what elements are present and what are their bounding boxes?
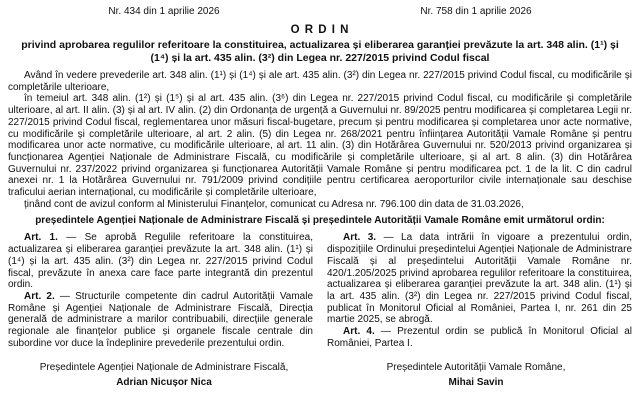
preamble-paragraph: în temeiul art. 348 alin. (1²) și (1⁵) și al art. 435 alin. (3⁶) din Legea nr. 227/2015 privind Codul fiscal, cu modificările și completările ulterioare, al art. II alin. (3) și al art. IV alin. (2) din Ordonanța de urgență a Guvernului nr. 89/2025 pentru modificarea și completarea Legii nr. 227/2015 privind Codul fiscal, reglementarea unor măsuri fiscal-bugetare, precum și pentru modificarea și completarea unor acte normative, cu modificările și completările ulterioare, al art. 2 alin. (5) din Legea nr. 268/2021 pentru înființarea Autorității Vamale Române și pentru modificarea unor acte normative, cu modificările ulterioare, al art. 11 alin. (3) din Hotărârea Guvernului nr. 520/2013 privind organizarea și funcționarea Agenției Naționale de Administrare Fiscală, cu modificările și completările ulterioare, și al art. 8 alin. (3) din Hotărârea Guvernului nr. 237/2022 privind organizarea și funcționarea Autorității Vamale Române și pentru modificarea pct. 1 de la lit. C din cadrul anexei nr. 1 la Hotărârea Guvernului nr. 791/2009 privind condițiile pentru certificarea aeroporturilor civile internaționale sau deschise traficului aerian internațional, cu modificările și completările ulterioare, — [8, 93, 632, 199]
article-3 — [327, 232, 632, 326]
article-4-label: Art. 4. — [343, 326, 375, 338]
article-3-text: — La data intrării în vigoare a prezentului ordin, dispozițiile Ordinului președintelui Agenției Naționale de Administrare Fiscală și al președintelui Autorității Vamale Române nr. 420/1.205/2025 privind aprobarea regulilor referitoare la constituirea, actualizarea și eliberarea garanției prevăzute la art. 348 alin. (1¹) și la art. 435 alin. (3²) din Legea nr. 227/2015 privind Codul fiscal, publicat în Monitorul Oficial al României, Partea I, nr. 261 din 25 martie 2025, se abrogă. — [327, 232, 632, 326]
signatures-row — [8, 361, 632, 389]
article-3-label: Art. 3. — [343, 232, 377, 244]
articles-left-column — [8, 232, 313, 349]
article-4-text: — Prezentul ordin se publică în Monitorul Oficial al României, Partea I. — [327, 326, 633, 349]
article-4 — [327, 326, 632, 349]
article-1-text: — Se aprobă Regulile referitoare la constituirea, actualizarea și eliberarea garanției prevăzute la art. 348 alin. (1¹) și (1⁴) și la art. 435 alin. (3²) din Legea nr. 227/2015 privind Codul fiscal, prevăzute în anexa care face parte integrantă din prezentul ordin. — [8, 232, 314, 291]
order-title: O R D I N — [290, 24, 350, 36]
article-1 — [8, 232, 313, 291]
signature-right-role: Președintele Autorității Vamale Române, — [386, 362, 566, 374]
signature-left-role: Președintele Agenției Naționale de Administrare Fiscală, — [39, 362, 289, 374]
preamble-paragraph: Având în vedere prevederile art. 348 alin. (1¹) și (1⁴) și ale art. 435 alin. (3²) din Legea nr. 227/2015 privind Codul fiscal, cu modificările și completările ulterioare, — [8, 70, 632, 93]
article-2 — [8, 291, 313, 350]
signature-left — [8, 361, 320, 389]
article-2-label: Art. 2. — [24, 290, 55, 302]
article-1-label: Art. 1. — [24, 232, 58, 244]
order-number-right: Nr. 758 din 1 aprilie 2026 — [420, 6, 532, 17]
header-row — [8, 6, 632, 17]
signature-right — [320, 361, 632, 389]
preamble — [8, 70, 632, 210]
signature-left-name: Adrian Nicușor Nica — [116, 377, 212, 389]
order-subtitle: privind aprobarea regulilor referitoare la constituirea, actualizarea și eliberarea garanției prevăzute la art. 348 alin. (1¹) și (1⁴) și la art. 435 alin. (3²) din Legea nr. 227/2015 privind Codul fiscal — [21, 39, 619, 64]
articles-right-column — [327, 232, 632, 349]
signature-right-name: Mihai Savin — [448, 377, 504, 389]
preamble-paragraph: ținând cont de avizul conform al Ministerului Finanțelor, comunicat cu Adresa nr. 796.100 din data de 31.03.2026, — [24, 198, 524, 210]
order-number-left: Nr. 434 din 1 aprilie 2026 — [108, 6, 220, 17]
articles-columns — [8, 232, 632, 349]
article-2-text: — Structurile competente din cadrul Autorității Vamale Române și Agenției Naționale de Administrare Fiscală, Direcția generală de administrare a marilor contribuabili, direcțiile generale regionale ale finanțelor publice și organele fiscale centrale din subordine vor duce la îndeplinire prevederile prezentului ordin. — [8, 290, 314, 349]
emit-line: președintele Agenției Naționale de Administrare Fiscală și președintele Autorității Vamale Române emit următorul ordin: — [35, 215, 605, 227]
